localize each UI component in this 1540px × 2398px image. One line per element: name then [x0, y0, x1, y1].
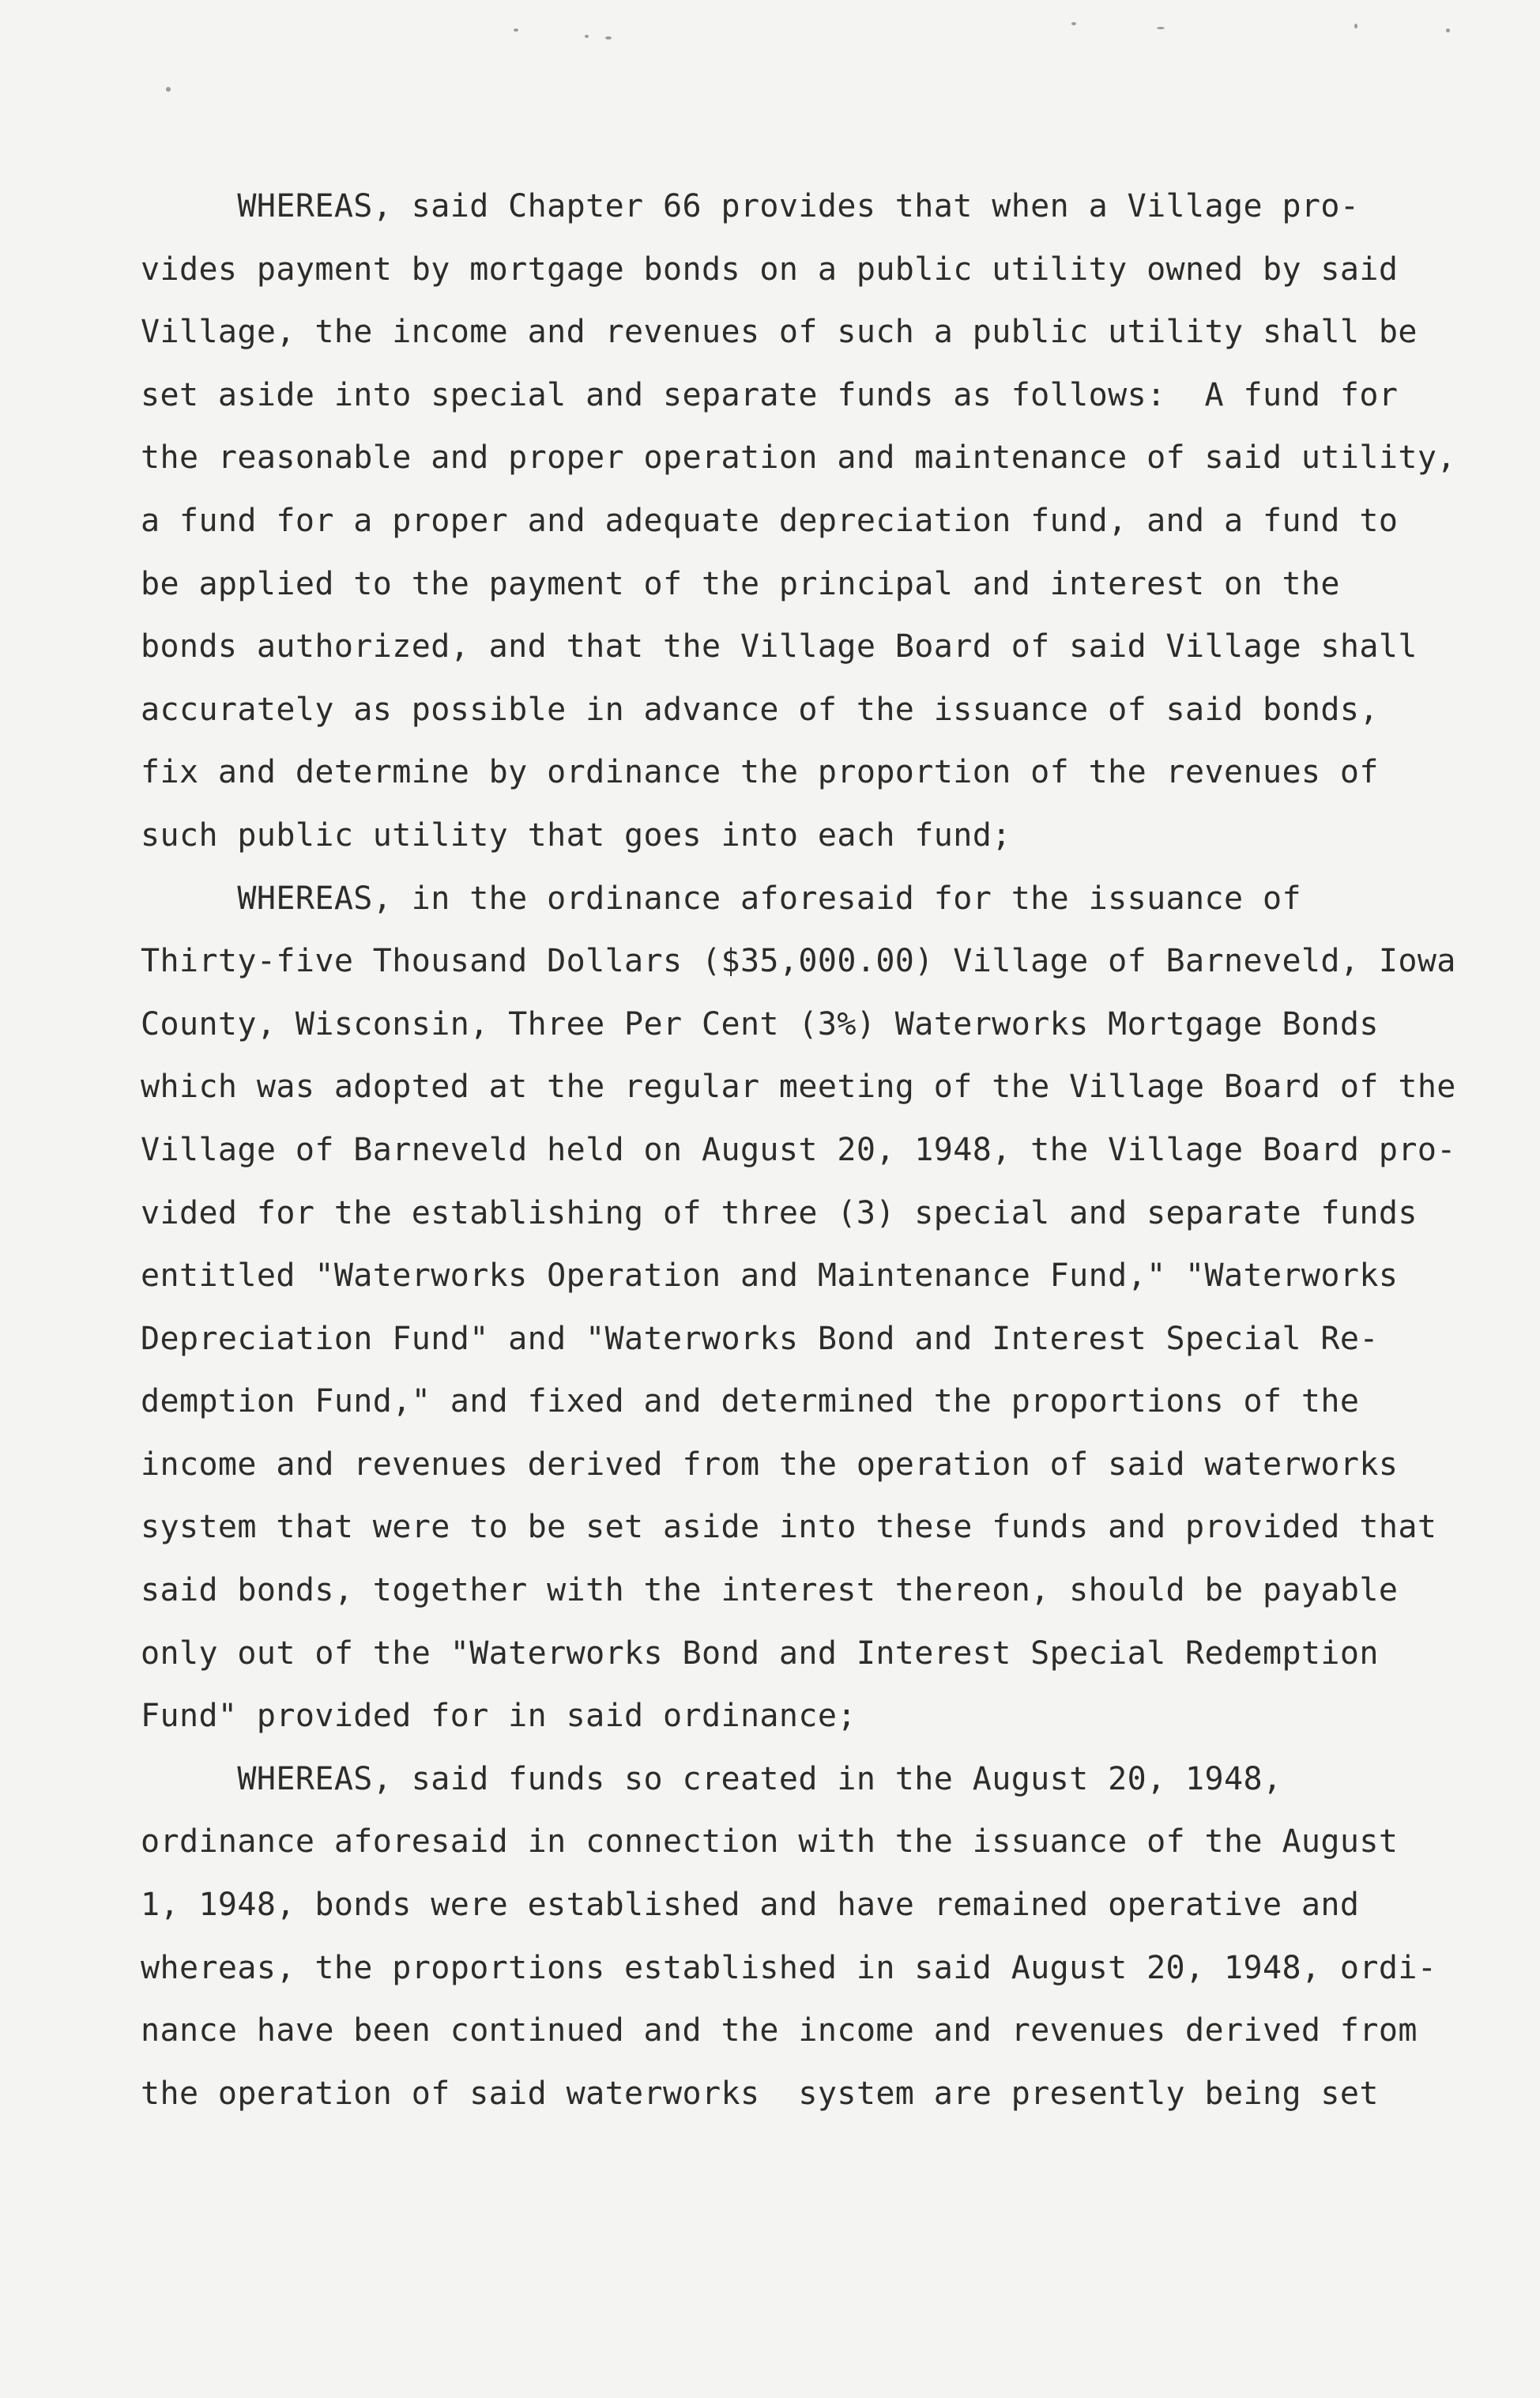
text-line: be applied to the payment of the principal and interest on the [141, 565, 1340, 602]
text-line: set aside into special and separate funds as follows: A fund for [141, 376, 1399, 413]
text-line: demption Fund," and fixed and determined the proportions of the [141, 1383, 1360, 1420]
scan-speck [1071, 22, 1076, 25]
text-line: whereas, the proportions established in said August 20, 1948, ordi- [141, 1949, 1437, 1986]
text-line: the operation of said waterworks system are presently being set [141, 2075, 1379, 2112]
paragraph-2 [141, 868, 1456, 1748]
document-body [141, 175, 1456, 2125]
text-line: WHEREAS, said Chapter 66 provides that when a Village pro- [141, 188, 1360, 224]
text-line: system that were to be set aside into these funds and provided that [141, 1509, 1437, 1546]
text-line: Thirty-five Thousand Dollars ($35,000.00) Village of Barneveld, Iowa [141, 943, 1456, 980]
text-line: a fund for a proper and adequate depreciation fund, and a fund to [141, 502, 1399, 539]
scan-speck [605, 36, 612, 40]
text-line: such public utility that goes into each fund; [141, 816, 1011, 854]
text-line: accurately as possible in advance of the issuance of said bonds, [141, 691, 1379, 728]
text-line: said bonds, together with the interest thereon, should be payable [141, 1572, 1399, 1609]
text-line: entitled "Waterworks Operation and Maintenance Fund," "Waterworks [141, 1257, 1399, 1295]
text-line: Village of Barneveld held on August 20, 1948, the Village Board pro- [141, 1131, 1456, 1168]
scan-speck [585, 35, 589, 38]
text-line: fix and determine by ordinance the proportion of the revenues of [141, 754, 1379, 791]
scan-speck [166, 87, 171, 92]
paragraph-3 [141, 1748, 1436, 2126]
text-line: the reasonable and proper operation and maintenance of said utility, [141, 439, 1456, 477]
text-line: County, Wisconsin, Three Per Cent (3%) Waterworks Mortgage Bonds [141, 1005, 1379, 1043]
paragraph-1 [141, 175, 1456, 868]
text-line: bonds authorized, and that the Village Board of said Village shall [141, 628, 1418, 665]
text-line: which was adopted at the regular meeting of the Village Board of the [141, 1069, 1456, 1106]
scan-speck [1446, 28, 1450, 32]
scan-speck [514, 28, 518, 32]
text-line: Village, the income and revenues of such a public utility shall be [141, 314, 1418, 351]
text-line: Fund" provided for in said ordinance; [141, 1698, 857, 1735]
text-line: vided for the establishing of three (3) special and separate funds [141, 1194, 1418, 1231]
text-line: 1, 1948, bonds were established and have remained operative and [141, 1887, 1360, 1924]
text-line: nance have been continued and the income and revenues derived from [141, 2012, 1418, 2049]
text-line: WHEREAS, in the ordinance aforesaid for the issuance of [141, 880, 1301, 917]
scan-speck [1157, 27, 1165, 29]
text-line: only out of the "Waterworks Bond and Interest Special Redemption [141, 1634, 1379, 1672]
text-line: ordinance aforesaid in connection with the issuance of the August [141, 1823, 1399, 1861]
text-line: vides payment by mortgage bonds on a public utility owned by said [141, 251, 1399, 288]
text-line: WHEREAS, said funds so created in the August 20, 1948, [141, 1760, 1282, 1797]
text-line: Depreciation Fund" and "Waterworks Bond and Interest Special Re- [141, 1320, 1379, 1357]
text-line: income and revenues derived from the operation of said waterworks [141, 1446, 1399, 1483]
scan-speck [1354, 24, 1357, 28]
